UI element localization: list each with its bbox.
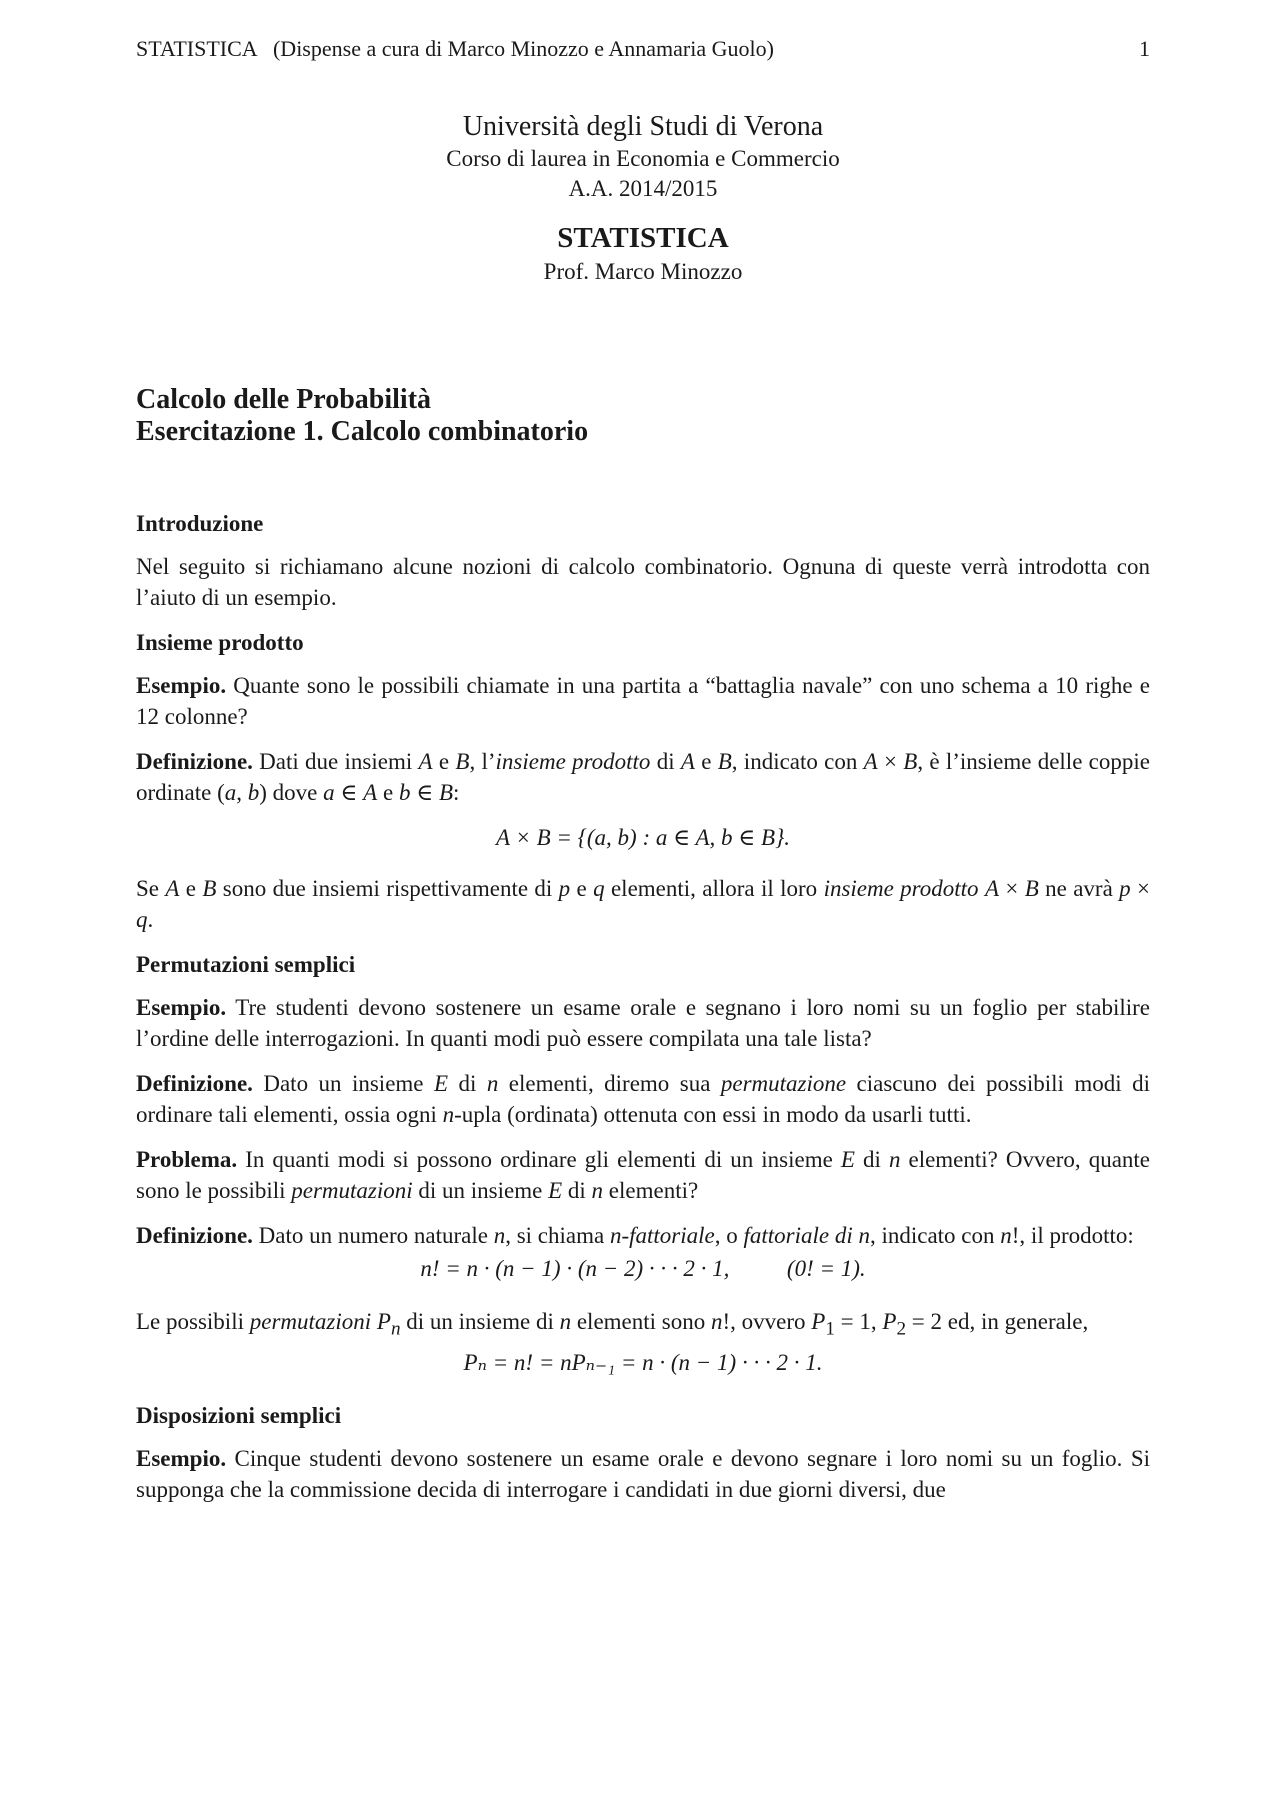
product-cardinality: Se A e B sono due insiemi rispettivamente di p e q elementi, allora il loro insieme prodotto A × B ne avrà p × q.: [136, 876, 1150, 932]
example-text: Cinque studenti devono sostenere un esame orale e devono segnare i loro nomi su un foglio. Si supponga che la commissione decida di interrogare i candidati in due giorni diversi, due: [136, 1445, 1151, 1502]
definition-label: Definizione.: [136, 749, 253, 774]
course-name: Corso di laurea in Economia e Commercio: [446, 146, 840, 171]
example-label: Esempio.: [136, 1445, 227, 1471]
running-title: STATISTICA (Dispense a cura di Marco Minozzo e Annamaria Guolo): [136, 36, 774, 61]
dispositions-example: [136, 1443, 1150, 1505]
section-heading-permutations: Permutazioni semplici: [136, 952, 356, 977]
permutations-count: Le possibili permutazioni $P_n$ di un insieme di n elementi sono n!, ovvero $P_1 = 1$, $P_2 = 2$ ed, in generale,: [136, 1309, 1089, 1340]
factorial-equation: n! = n · (n − 1) · (n − 2) · · · 2 · 1, (0! = 1).: [420, 1256, 866, 1281]
subject-title: STATISTICA: [557, 222, 729, 254]
document-body: [136, 508, 1150, 1519]
academic-year: A.A. 2014/2015: [568, 176, 718, 201]
example-label: Esempio.: [136, 995, 227, 1020]
factorial-definition: Definizione. Dato un numero naturale n, si chiama n-fattoriale, o fattoriale di n, indicato con n!, il prodotto:: [136, 1223, 1134, 1248]
example-label: Esempio.: [136, 673, 227, 698]
definition-label: Definizione.: [136, 1223, 253, 1248]
product-example: [136, 670, 1150, 732]
intro-paragraph: Nel seguito si richiamano alcune nozioni di calcolo combinatorio. Ognuna di queste verrà introdotta con l’aiuto di un esempio.: [136, 554, 1150, 610]
product-set-equation: A × B = {(a, b) : a ∈ A, b ∈ B}.: [495, 825, 791, 850]
document-title-line1: Calcolo delle Probabilità: [136, 384, 432, 415]
example-text: Quante sono le possibili chiamate in una partita a “battaglia navale” con uno schema a 10 righe e 12 colonne?: [136, 673, 1150, 729]
document-title: [136, 384, 588, 448]
product-definition: Definizione. Dati due insiemi A e B, l’insieme prodotto di A e B, indicato con A × B, è l’insieme delle coppie ordinate (a, b) dove a ∈ A e b ∈ B:: [136, 749, 1150, 805]
university-name: Università degli Studi di Verona: [462, 111, 824, 142]
example-text: Tre studenti devono sostenere un esame orale e segnano i loro nomi su un foglio per stabilire l’ordine delle interrogazioni. In quanti modi può essere compilata una tale lista?: [136, 995, 1151, 1051]
section-heading-introduction: Introduzione: [136, 511, 264, 536]
page-number: 1: [1139, 36, 1150, 61]
document-title-line2: Esercitazione 1. Calcolo combinatorio: [136, 416, 589, 447]
problem-label: Problema.: [136, 1147, 238, 1172]
professor-name: Prof. Marco Minozzo: [543, 259, 743, 284]
permutations-example: [136, 992, 1150, 1054]
section-heading-dispositions: Disposizioni semplici: [136, 1402, 342, 1428]
permutations-equation: Pₙ = n! = nPₙ₋₁ = n · (n − 1) · · · 2 · 1.: [463, 1349, 823, 1375]
permutation-definition: Definizione. Dato un insieme E di n elementi, diremo sua permutazione ciascuno dei possibili modi di ordinare tali elementi, ossia ogni n-upla (ordinata) ottenuta con essi in modo da usarli tutti.: [136, 1071, 1151, 1127]
section-heading-product-set: Insieme prodotto: [136, 630, 304, 655]
running-header: [136, 36, 1150, 62]
title-block: [136, 110, 1150, 288]
permutation-problem: Problema. In quanti modi si possono ordinare gli elementi di un insieme E di n elementi? Ovvero, quante sono le possibili permutazioni di un insieme E di n elementi?: [136, 1147, 1150, 1203]
definition-label: Definizione.: [136, 1071, 253, 1096]
